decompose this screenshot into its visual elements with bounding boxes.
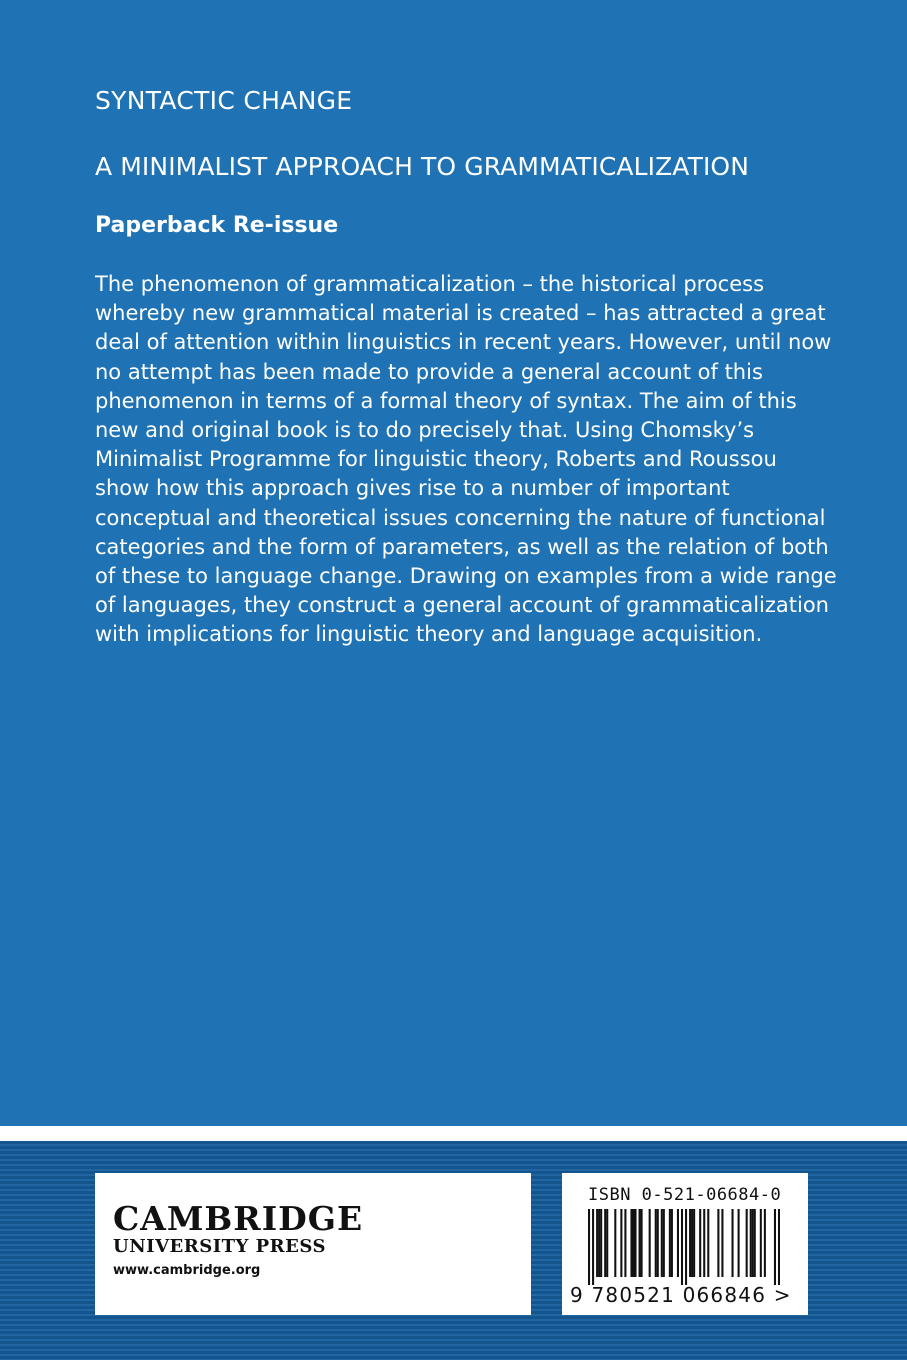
barcode-bar	[663, 1209, 665, 1277]
barcode-bar	[639, 1209, 641, 1277]
publisher-press: UNIVERSITY PRESS	[113, 1236, 326, 1257]
barcode-bar	[699, 1209, 701, 1277]
description-line: new and original book is to do precisely that. Using Chomsky’s	[95, 418, 755, 443]
description-line: whereby new grammatical material is created – has attracted a great	[95, 301, 826, 326]
book-description	[95, 270, 835, 650]
publisher-panel	[95, 1173, 531, 1315]
barcode-bar	[596, 1209, 598, 1277]
ean-digits: 9 780521 066846 >	[570, 1283, 792, 1307]
barcode-bar	[764, 1209, 766, 1277]
barcode-bar	[634, 1209, 636, 1277]
edition-label: Paperback Re-issue	[95, 213, 339, 238]
barcode-bar	[641, 1209, 643, 1277]
barcode-bar	[588, 1209, 590, 1285]
barcode-panel	[562, 1173, 808, 1315]
series-title: SYNTACTIC CHANGE	[95, 86, 353, 115]
barcode-bar	[746, 1209, 748, 1277]
barcode-bar	[717, 1209, 719, 1277]
barcode-bar	[606, 1209, 608, 1277]
barcode-bar	[703, 1209, 705, 1277]
barcode-bar	[614, 1209, 616, 1277]
barcode-bar	[721, 1209, 723, 1277]
book-subtitle: A MINIMALIST APPROACH TO GRAMMATICALIZATION	[95, 152, 749, 181]
barcode-bar	[754, 1209, 756, 1277]
description-line: phenomenon in terms of a formal theory of syntax. The aim of this	[95, 388, 797, 413]
barcode-bar	[778, 1209, 780, 1285]
publisher-url: www.cambridge.org	[113, 1263, 261, 1278]
barcode-bar	[760, 1209, 762, 1277]
barcode-bar	[685, 1209, 687, 1285]
description-line: show how this approach gives rise to a number of important	[95, 476, 730, 501]
barcode-bar	[649, 1209, 651, 1277]
divider-line	[0, 1126, 907, 1141]
barcode-bar	[661, 1209, 663, 1277]
barcode-bar	[681, 1209, 683, 1285]
barcode-bar	[752, 1209, 754, 1277]
description-line: with implications for linguistic theory and language acquisition.	[95, 622, 763, 647]
barcode-bar	[738, 1209, 740, 1277]
isbn-label: ISBN 0-521-06684-0	[588, 1185, 782, 1205]
barcode-bar	[731, 1209, 733, 1277]
barcode-bar	[693, 1209, 695, 1277]
description-line: categories and the form of parameters, as well as the relation of both	[95, 534, 829, 559]
barcode-bar	[604, 1209, 606, 1277]
description-line: no attempt has been made to provide a general account of this	[95, 359, 763, 384]
barcode-bar	[750, 1209, 752, 1277]
description-line: deal of attention within linguistics in recent years. However, until now	[95, 330, 832, 355]
barcode-bar	[630, 1209, 632, 1277]
description-line: of these to language change. Drawing on examples from a wide range	[95, 564, 837, 589]
barcode-bar	[600, 1209, 602, 1277]
barcode-bar	[624, 1209, 626, 1277]
barcode-bar	[677, 1209, 679, 1277]
barcode-bar	[774, 1209, 776, 1285]
publisher-name: CAMBRIDGE	[113, 1199, 364, 1238]
barcode-bar	[598, 1209, 600, 1277]
description-line: of languages, they construct a general account of grammaticalization	[95, 593, 829, 618]
description-line: The phenomenon of grammaticalization – the historical process	[95, 272, 765, 296]
description-line: Minimalist Programme for linguistic theory, Roberts and Roussou	[95, 447, 777, 472]
barcode-bar	[689, 1209, 691, 1277]
description-line: conceptual and theoretical issues concerning the nature of functional	[95, 505, 826, 530]
barcode-bar	[671, 1209, 673, 1277]
barcode-bar	[691, 1209, 693, 1277]
barcode-bar	[657, 1209, 659, 1277]
barcode-bar	[669, 1209, 671, 1277]
barcode-bar	[632, 1209, 634, 1277]
barcode-icon	[588, 1209, 780, 1285]
barcode-bar	[620, 1209, 622, 1277]
barcode-bar	[592, 1209, 594, 1285]
barcode-bar	[655, 1209, 657, 1277]
barcode-bar	[707, 1209, 709, 1277]
